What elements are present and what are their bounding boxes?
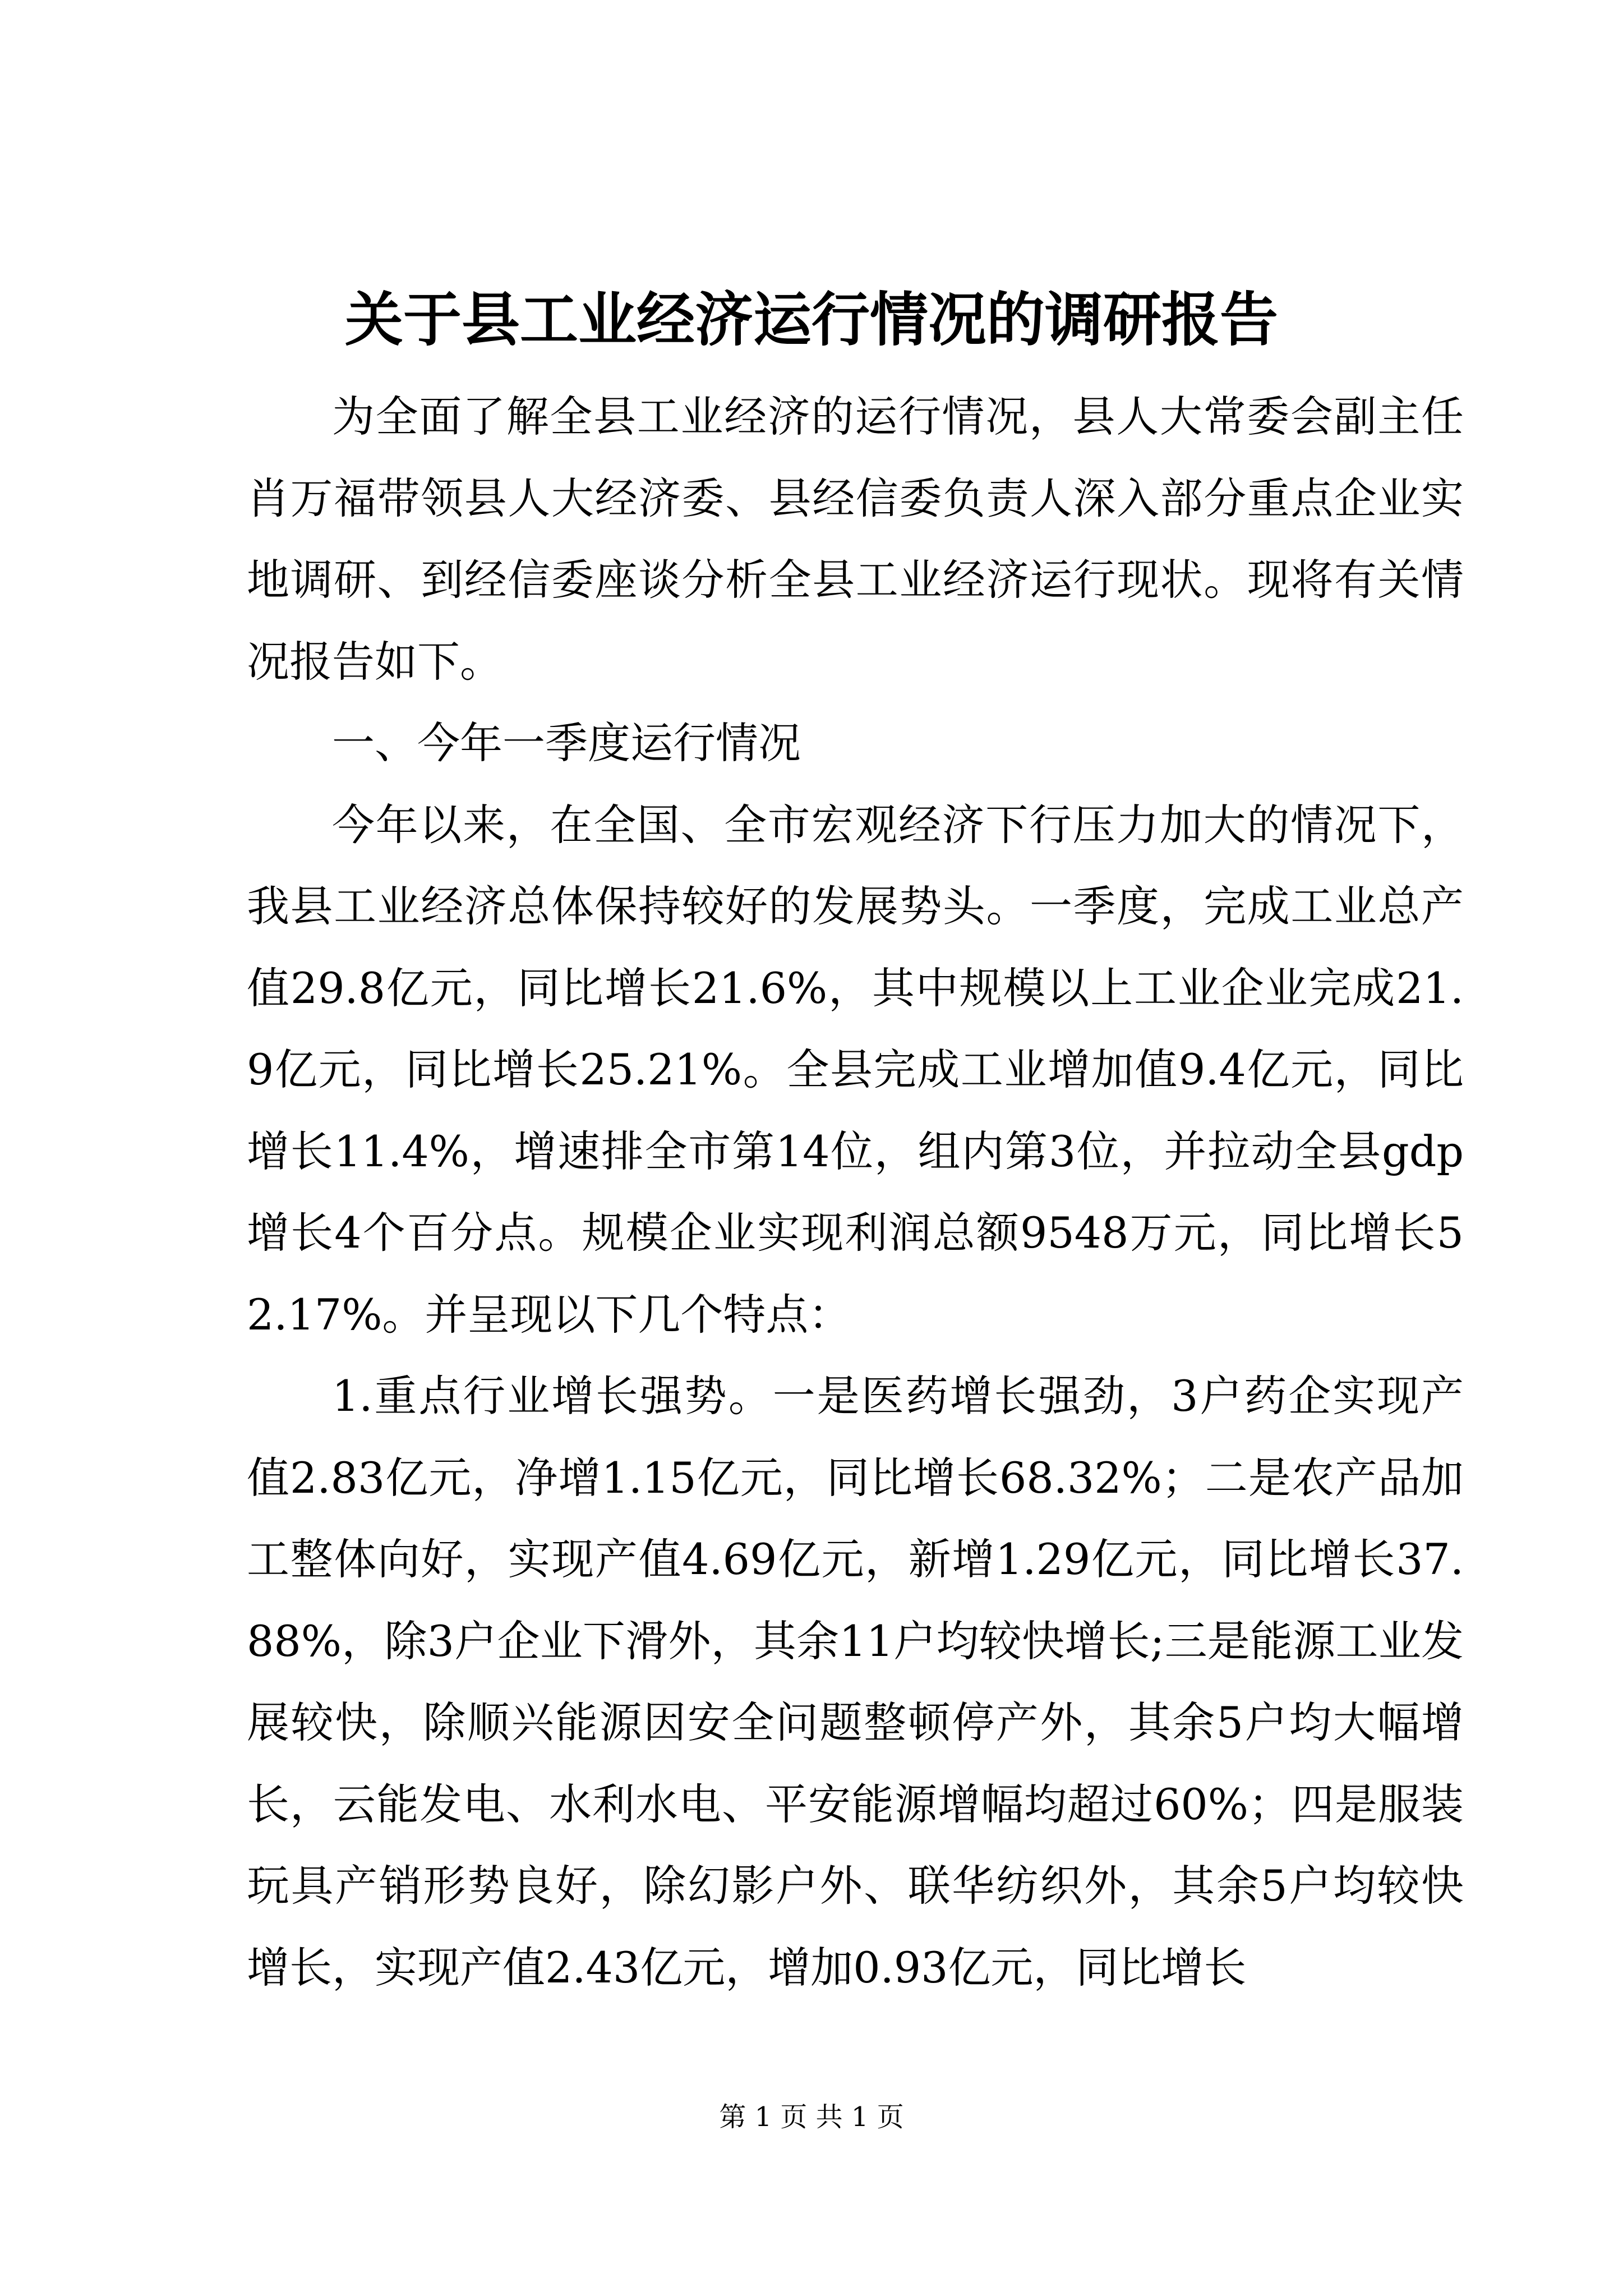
document-title: 关于县工业经济运行情况的调研报告 (344, 285, 1278, 354)
section-heading: 一、今年一季度运行情况 (332, 718, 801, 768)
document-body (247, 376, 1464, 2008)
page-footer: 第 1 页 共 1 页 (719, 2101, 904, 2133)
paragraph-overview: 今年以来，在全国、全市宏观经济下行压力加大的情况下，我县工业经济总体保持较好的发展势头。一季度，完成工业总产值29.8亿元，同比增长21.6%，其中规模以上工业企业完成21.9亿元，同比增长25.21%。全县完成工业增加值9.4亿元，同比增长11.4%，增速排全市第14位，组内第3位，并拉动全县gdp增长4个百分点。规模企业实现利润总额9548万元，同比增长52.17%。并呈现以下几个特点： (247, 799, 1464, 1340)
paragraph-feature-1: 1.重点行业增长强势。一是医药增长强劲，3户药企实现产值2.83亿元，净增1.15亿元，同比增长68.32%；二是农产品加工整体向好，实现产值4.69亿元，新增1.29亿元，同比增长37.88%，除3户企业下滑外，其余11户均较快增长;三是能源工业发展较快，除顺兴能源因安全问题整顿停产外，其余5户均大幅增长，云能发电、水利水电、平安能源增幅均超过60%；四是服装玩具产销形势良好，除幻影户外、联华纺织外，其余5户均较快增长，实现产值2.43亿元，增加0.93亿元，同比增长 (247, 1371, 1464, 1993)
paragraph-intro: 为全面了解全县工业经济的运行情况，县人大常委会副主任肖万福带领县人大经济委、县经信委负责人深入部分重点企业实地调研、到经信委座谈分析全县工业经济运行现状。现将有关情况报告如下。 (247, 392, 1464, 687)
